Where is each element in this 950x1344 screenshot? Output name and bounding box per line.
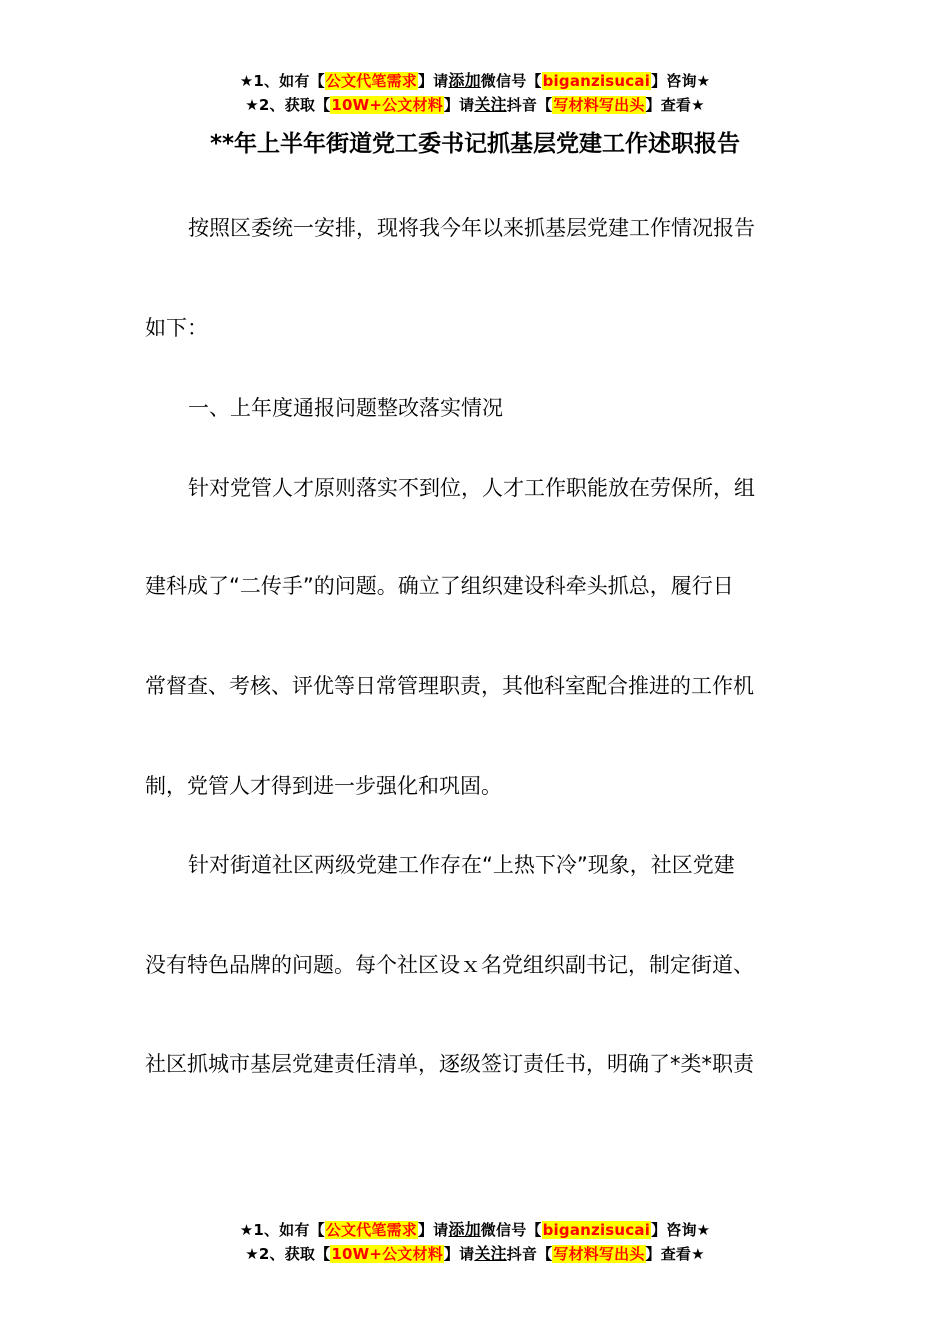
promo-highlight: 公文代笔需求 bbox=[325, 1221, 417, 1239]
promo-emphasis: 添加 bbox=[448, 71, 481, 90]
promo-text: ★1、如有【 bbox=[239, 1221, 325, 1239]
promo-text: 】查看★ bbox=[645, 96, 705, 114]
promo-text: ★2、获取【 bbox=[245, 1245, 331, 1263]
body-line: 常督查、考核、评优等日常管理职责，其他科室配合推进的工作机 bbox=[145, 674, 754, 698]
promo-text: 微信号【 bbox=[480, 72, 542, 90]
body-line: 针对街道社区两级党建工作存在“上热下冷”现象，社区党建 bbox=[188, 853, 735, 877]
promo-highlight: 写材料写出头 bbox=[553, 96, 645, 114]
promo-text: 】咨询★ bbox=[651, 72, 711, 90]
body-line: 按照区委统一安排，现将我今年以来抓基层党建工作情况报告 bbox=[188, 216, 755, 240]
promo-text: 】请 bbox=[443, 96, 475, 114]
promo-line-2 bbox=[0, 93, 950, 117]
promo-text: 】查看★ bbox=[645, 1245, 705, 1263]
body-line: 没有特色品牌的问题。每个社区设ｘ名党组织副书记，制定街道、 bbox=[145, 953, 754, 977]
promo-text: 微信号【 bbox=[480, 1221, 542, 1239]
promo-highlight: 10W+公文材料 bbox=[331, 96, 443, 114]
document-title: **年上半年街道党工委书记抓基层党建工作述职报告 bbox=[209, 131, 741, 157]
body-line: 制，党管人才得到进一步强化和巩固。 bbox=[145, 774, 502, 798]
body-line: 建科成了“二传手”的问题。确立了组织建设科牵头抓总，履行日 bbox=[145, 574, 734, 598]
promo-highlight: 写材料写出头 bbox=[553, 1245, 645, 1263]
promo-highlight: biganzisucai bbox=[542, 1221, 651, 1239]
promo-text: 】请 bbox=[417, 1221, 449, 1239]
promo-line-2 bbox=[0, 1242, 950, 1266]
promo-text: 】咨询★ bbox=[651, 1221, 711, 1239]
promo-text: 】请 bbox=[417, 72, 449, 90]
body-line: 如下： bbox=[145, 316, 208, 340]
promo-line-1 bbox=[0, 69, 950, 93]
promo-banner-top bbox=[0, 69, 950, 117]
promo-text: ★1、如有【 bbox=[239, 72, 325, 90]
promo-text: 】请 bbox=[443, 1245, 475, 1263]
promo-emphasis: 关注 bbox=[474, 1244, 507, 1263]
body-line: 社区抓城市基层党建责任清单，逐级签订责任书，明确了*类*职责 bbox=[145, 1052, 754, 1076]
promo-emphasis: 添加 bbox=[448, 1220, 481, 1239]
promo-highlight: 10W+公文材料 bbox=[331, 1245, 443, 1263]
promo-line-1 bbox=[0, 1218, 950, 1242]
promo-text: 抖音【 bbox=[506, 1245, 553, 1263]
promo-highlight: 公文代笔需求 bbox=[325, 72, 417, 90]
promo-text: 抖音【 bbox=[506, 96, 553, 114]
section-heading: 一、上年度通报问题整改落实情况 bbox=[188, 396, 503, 420]
body-line: 针对党管人才原则落实不到位，人才工作职能放在劳保所，组 bbox=[188, 476, 755, 500]
promo-highlight: biganzisucai bbox=[542, 72, 651, 90]
promo-emphasis: 关注 bbox=[474, 95, 507, 114]
promo-banner-bottom bbox=[0, 1218, 950, 1266]
promo-text: ★2、获取【 bbox=[245, 96, 331, 114]
